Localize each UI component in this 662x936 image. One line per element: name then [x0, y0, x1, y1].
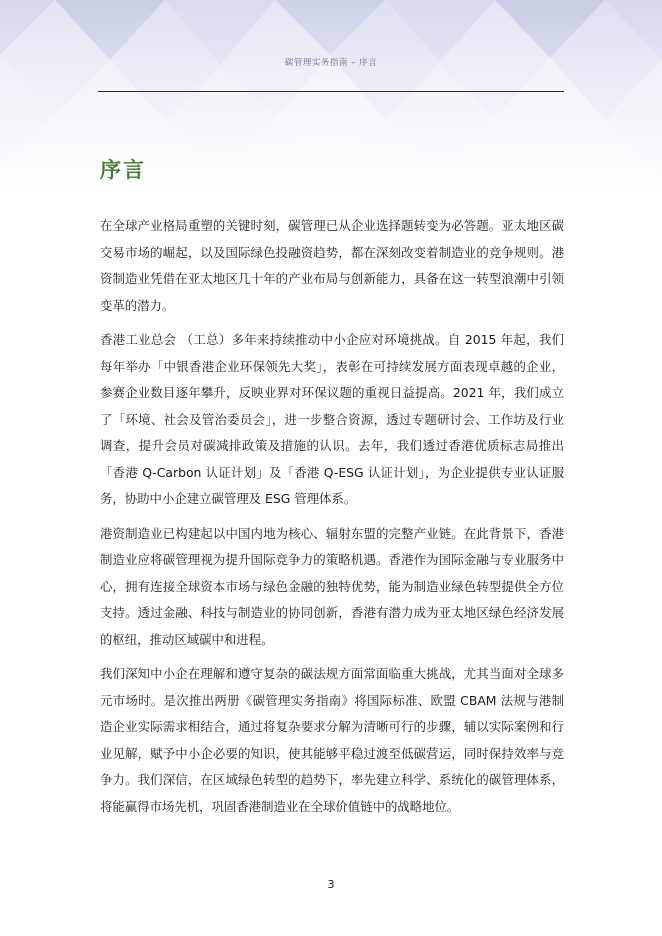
- paragraph: 我们深知中小企在理解和遵守复杂的碳法规方面常面临重大挑战，尤其当面对全球多元市场时。是次推出两册《碳管理实务指南》将国际标准、欧盟 CBAM 法规与港制造企业实际需求相结合，通过将复杂要求分解为清晰可行的步骤，辅以实际案例和行业见解，赋予中小企必要的知识，使其能够平稳过渡至低碳营运，同时保持效率与竞争力。我们深信，在区域绿色转型的趋势下，率先建立科学、系统化的碳管理体系，将能赢得市场先机，巩固香港制造业在全球价值链中的战略地位。: [100, 666, 564, 814]
- paragraph: 港资制造业已构建起以中国内地为核心、辐射东盟的完整产业链。在此背景下，香港制造业应将碳管理视为提升国际竞争力的策略机遇。香港作为国际金融与专业服务中心，拥有连接全球资本市场与绿色金融的独特优势，能为制造业绿色转型提供全方位支持。透过金融、科技与制造业的协同创新，香港有潜力成为亚太地区绿色经济发展的枢纽，推动区域碳中和进程。: [100, 525, 564, 647]
- paragraph: 在全球产业格局重塑的关键时刻，碳管理已从企业选择题转变为必答题。亚太地区碳交易市场的崛起，以及国际绿色投融资趋势，都在深刻改变着制造业的竞争规则。港资制造业凭借在亚太地区几十年的产业布局与创新能力，具备在这一转型浪潮中引领变革的潜力。: [100, 218, 564, 313]
- section-title: 序言: [100, 158, 146, 182]
- page-number: 3: [327, 878, 335, 891]
- paragraph: 香港工业总会 （工总）多年来持续推动中小企应对环境挑战。自 2015 年起，我们每年举办「中银香港企业环保领先大奖」，表彰在可持续发展方面表现卓越的企业，参赛企业数目逐年攀升，反映业界对环保议题的重视日益提高。2021 年，我们成立了「环境、社会及管治委员会」，进一步整合资源，透过专题研讨会、工作坊及行业调查，提升会员对碳减排政策及措施的认识。去年，我们透过香港优质标志局推出「香港 Q-Carbon 认证计划」及「香港 Q-ESG 认证计划」，为企业提供专业认证服务，协助中小企建立碳管理及 ESG 管理体系。: [100, 332, 564, 506]
- preface-body: [100, 213, 564, 828]
- header-divider: [98, 91, 564, 92]
- running-header: 碳管理实务指南 – 序言: [284, 58, 378, 68]
